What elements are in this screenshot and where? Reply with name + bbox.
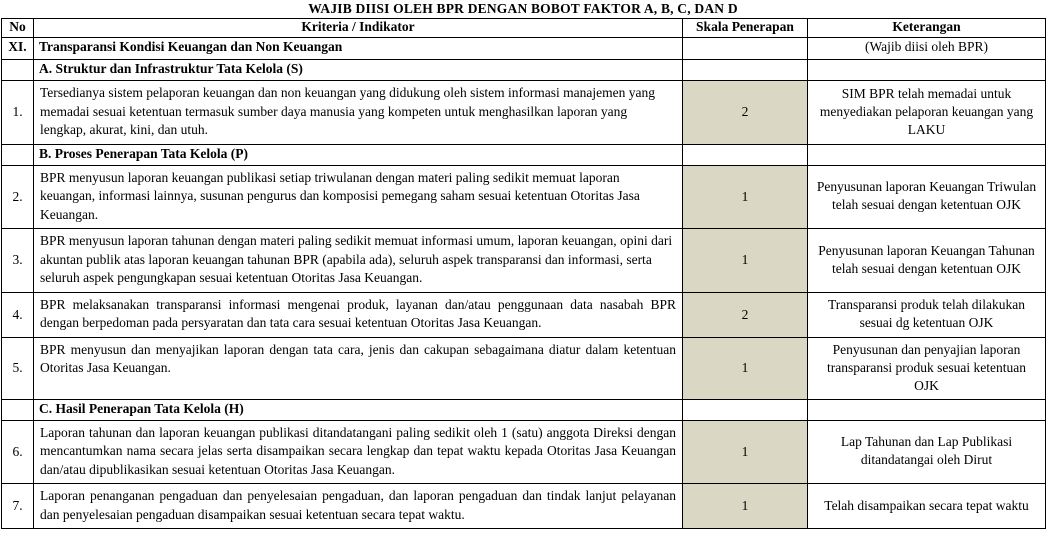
section-number-empty (2, 60, 34, 81)
section-heading-row (2, 399, 1046, 420)
page-title: WAJIB DIISI OLEH BPR DENGAN BOBOT FAKTOR A, B, C, DAN D (308, 1, 738, 16)
row-skala-penerapan: 1 (683, 229, 808, 293)
row-number: 1. (2, 81, 34, 145)
section-heading-label: C. Hasil Penerapan Tata Kelola (H) (34, 399, 683, 420)
row-number: 3. (2, 229, 34, 293)
table-header-row (2, 19, 1046, 38)
section-keterangan-empty (808, 144, 1046, 165)
table-row (2, 81, 1046, 145)
row-skala-penerapan: 1 (683, 484, 808, 529)
row-number: 4. (2, 292, 34, 337)
section-skala-empty (683, 60, 808, 81)
major-section-number: XI. (2, 38, 34, 60)
section-keterangan-empty (808, 399, 1046, 420)
table-row (2, 337, 1046, 399)
column-header-kriteria: Kriteria / Indikator (34, 19, 683, 38)
row-skala-penerapan: 1 (683, 165, 808, 229)
column-header-no: No (2, 19, 34, 38)
row-keterangan: Penyusunan laporan Keuangan Triwulan telah sesuai dengan ketentuan OJK (808, 165, 1046, 229)
row-kriteria: Tersedianya sistem pelaporan keuangan dan non keuangan yang didukung oleh sistem informasi manajemen yang memadai sesuai ketentuan termasuk sumber daya manusia yang kompeten untuk menghasilkan laporan yang lengkap, akurat, kini, dan utuh. (34, 81, 683, 145)
row-kriteria: BPR melaksanakan transparansi informasi mengenai produk, layanan dan/atau penggunaan data nasabah BPR dengan berpedoman pada persyaratan dan tata cara sesuai ketentuan Otoritas Jasa Keuangan. (34, 292, 683, 337)
section-heading-row (2, 144, 1046, 165)
column-header-keterangan: Keterangan (808, 19, 1046, 38)
table-row (2, 484, 1046, 529)
row-skala-penerapan: 2 (683, 292, 808, 337)
row-kriteria: BPR menyusun laporan tahunan dengan materi paling sedikit memuat informasi umum, laporan keuangan, opini dari akuntan publik atas laporan keuangan tahunan BPR (apabila ada), seluruh aspek transparansi dan informasi, serta seluruh aspek pengungkapan sesuai ketentuan Otoritas Jasa Keuangan. (34, 229, 683, 293)
row-skala-penerapan: 1 (683, 420, 808, 484)
section-skala-empty (683, 144, 808, 165)
table-row (2, 165, 1046, 229)
row-keterangan: SIM BPR telah memadai untuk menyediakan pelaporan keuangan yang LAKU (808, 81, 1046, 145)
row-kriteria: Laporan penanganan pengaduan dan penyelesaian pengaduan, dan laporan pengaduan dan tindak lanjut pelayanan dan penyelesaian pengaduan disampaikan sesuai ketentuan secara tepat waktu. (34, 484, 683, 529)
row-skala-penerapan: 2 (683, 81, 808, 145)
row-skala-penerapan: 1 (683, 337, 808, 399)
table-row (2, 229, 1046, 293)
row-number: 2. (2, 165, 34, 229)
row-keterangan: Telah disampaikan secara tepat waktu (808, 484, 1046, 529)
section-heading-label: A. Struktur dan Infrastruktur Tata Kelola (S) (34, 60, 683, 81)
table-row (2, 420, 1046, 484)
major-section-title: Transparansi Kondisi Keuangan dan Non Keuangan (34, 38, 683, 60)
row-keterangan: Lap Tahunan dan Lap Publikasi ditandatangai oleh Dirut (808, 420, 1046, 484)
row-kriteria: BPR menyusun dan menyajikan laporan dengan tata cara, jenis dan cakupan sebagaimana diatur dalam ketentuan Otoritas Jasa Keuangan. (34, 337, 683, 399)
section-heading-label: B. Proses Penerapan Tata Kelola (P) (34, 144, 683, 165)
row-number: 7. (2, 484, 34, 529)
section-skala-empty (683, 399, 808, 420)
section-number-empty (2, 144, 34, 165)
row-kriteria: Laporan tahunan dan laporan keuangan publikasi ditandatangani paling sedikit oleh 1 (satu) anggota Direksi dengan mencantumkan nama secara jelas serta disampaikan secara lengkap dan tepat waktu kepada Otoritas Jasa Keuangan dan/atau dipublikasikan sesuai ketentuan Otoritas Jasa Keuangan. (34, 420, 683, 484)
row-kriteria: BPR menyusun laporan keuangan publikasi setiap triwulanan dengan materi paling sedikit memuat laporan keuangan, informasi lainnya, susunan pengurus dan komposisi pemegang saham sesuai ketentuan Otoritas Jasa Keuangan. (34, 165, 683, 229)
section-keterangan-empty (808, 60, 1046, 81)
table-body (2, 19, 1046, 529)
row-keterangan: Penyusunan dan penyajian laporan transparansi produk sesuai ketentuan OJK (808, 337, 1046, 399)
section-number-empty (2, 399, 34, 420)
assessment-table (1, 18, 1046, 529)
major-section-keterangan: (Wajib diisi oleh BPR) (808, 38, 1046, 60)
row-keterangan: Penyusunan laporan Keuangan Tahunan telah sesuai dengan ketentuan OJK (808, 229, 1046, 293)
row-number: 5. (2, 337, 34, 399)
row-keterangan: Transparansi produk telah dilakukan sesuai dg ketentuan OJK (808, 292, 1046, 337)
major-section-row (2, 38, 1046, 60)
section-heading-row (2, 60, 1046, 81)
column-header-skala: Skala Penerapan (683, 19, 808, 38)
major-section-skala-empty (683, 38, 808, 60)
table-row (2, 292, 1046, 337)
row-number: 6. (2, 420, 34, 484)
